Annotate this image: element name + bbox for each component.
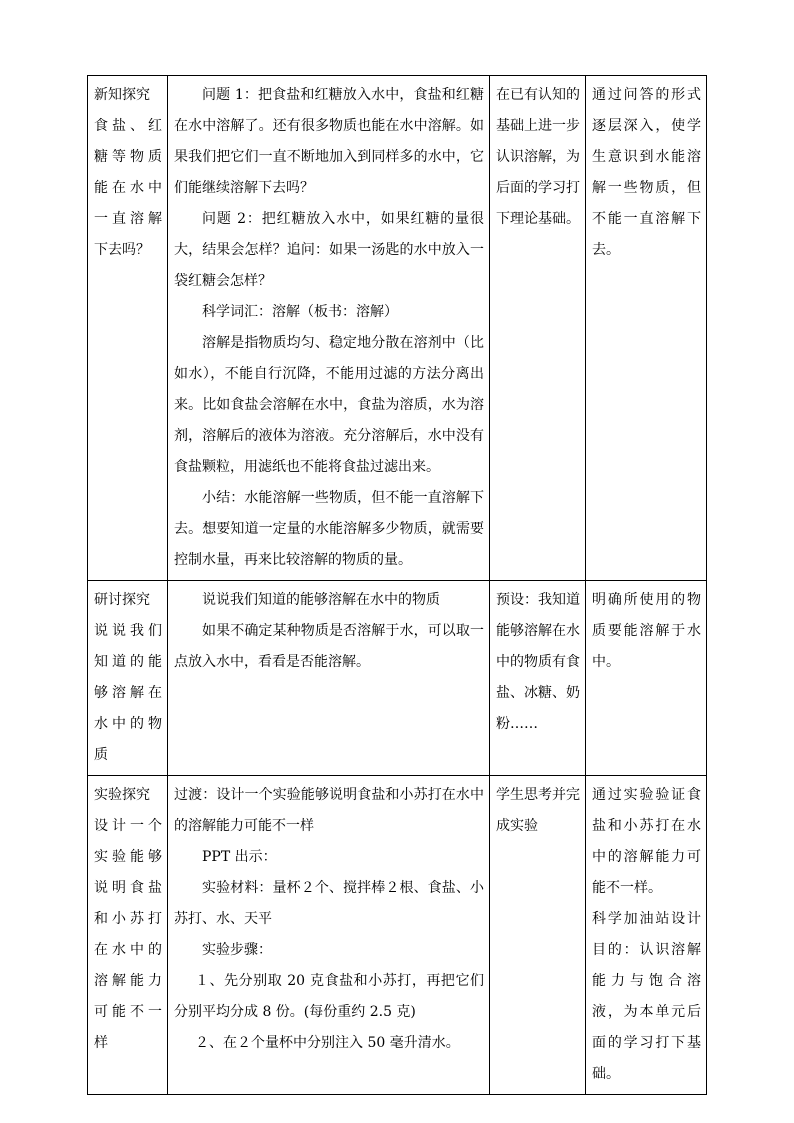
student-cell xyxy=(490,76,586,581)
student-cell xyxy=(490,776,586,1095)
stage-question: 食盐、红糖等物质能在水中一直溶解下去吗？ xyxy=(94,118,162,258)
stage-title: 实验探究 xyxy=(94,787,150,803)
stage-cell xyxy=(88,581,168,776)
purpose-cell xyxy=(586,76,707,581)
activity-paragraph: 小结：水能溶解一些物质，但不能一直溶解下去。想要知道一定量的水能溶解多少物质，就需要控制水量，再来比较溶解的物质的量。 xyxy=(174,490,484,568)
stage-cell xyxy=(88,76,168,581)
student-activity-text: 预设：我知道能够溶解在水中的物质有食盐、冰糖、奶粉…… xyxy=(496,592,580,732)
activity-paragraph: 实验材料：量杯２个、搅拌棒２根、食盐、小苏打、水、天平 xyxy=(174,880,484,927)
table-row xyxy=(88,581,707,776)
activity-paragraph: 科学词汇：溶解（板书：溶解） xyxy=(202,304,398,320)
activity-paragraph: 问题 2：把红糖放入水中，如果红糖的量很大，结果会怎样？追问：如果一汤匙的水中放入一袋红糖会怎样？ xyxy=(174,211,484,289)
purpose-cell xyxy=(586,776,707,1095)
stage-question: 说说我们知道的能够溶解在水中的物质 xyxy=(94,623,162,763)
stage-cell xyxy=(88,776,168,1095)
purpose-text: 通过实验验证食盐和小苏打在水中的溶解能力可能不一样。 xyxy=(592,787,701,896)
student-activity-text: 学生思考并完成实验 xyxy=(496,787,580,834)
experiment-step: １、先分别取 20 克食盐和小苏打，再把它们分别平均分成 8 份。(每份重约 2.5 克) xyxy=(174,973,484,1020)
purpose-cell xyxy=(586,581,707,776)
activity-paragraph: PPT 出示： xyxy=(202,849,277,865)
stage-title: 新知探究 xyxy=(94,87,150,103)
purpose-text: 明确所使用的物质要能溶解于水中。 xyxy=(592,592,701,670)
table-row xyxy=(88,776,707,1095)
student-cell xyxy=(490,581,586,776)
stage-title: 研讨探究 xyxy=(94,592,150,608)
activity-paragraph: 如果不确定某种物质是否溶解于水，可以取一点放入水中，看看是否能溶解。 xyxy=(174,623,484,670)
table-row xyxy=(88,76,707,581)
activity-paragraph: 实验步骤： xyxy=(202,942,272,958)
stage-question: 设计一个实验能够说明食盐和小苏打在水中的溶解能力可能不一样 xyxy=(94,818,162,1051)
lesson-plan-table xyxy=(87,75,707,1095)
activity-paragraph: 说说我们知道的能够溶解在水中的物质 xyxy=(202,592,440,608)
experiment-step: ２、在２个量杯中分别注入 50 毫升清水。 xyxy=(195,1035,460,1051)
activity-paragraph: 溶解是指物质均匀、稳定地分散在溶剂中（比如水），不能自行沉降，不能用过滤的方法分离出来。比如食盐会溶解在水中，食盐为溶质，水为溶剂，溶解后的液体为溶液。充分溶解后，水中没有食盐颗粒，用滤纸也不能将食盐过滤出来。 xyxy=(174,335,484,475)
activity-intro: 过渡：设计一个实验能够说明食盐和小苏打在水中的溶解能力可能不一样 xyxy=(174,787,484,834)
student-activity-text: 在已有认知的基础上进一步认识溶解，为后面的学习打下理论基础。 xyxy=(496,87,580,227)
activity-paragraph: 问题 1：把食盐和红糖放入水中，食盐和红糖在水中溶解了。还有很多物质也能在水中溶解。如果我们把它们一直不断地加入到同样多的水中，它们能继续溶解下去吗？ xyxy=(174,87,484,196)
purpose-text: 科学加油站设计目的：认识溶解能力与饱合溶液，为本单元后面的学习打下基础。 xyxy=(592,911,701,1082)
activity-cell xyxy=(168,581,490,776)
activity-cell xyxy=(168,776,490,1095)
purpose-text: 通过问答的形式逐层深入，使学生意识到水能溶解一些物质，但不能一直溶解下去。 xyxy=(592,87,701,258)
activity-cell xyxy=(168,76,490,581)
